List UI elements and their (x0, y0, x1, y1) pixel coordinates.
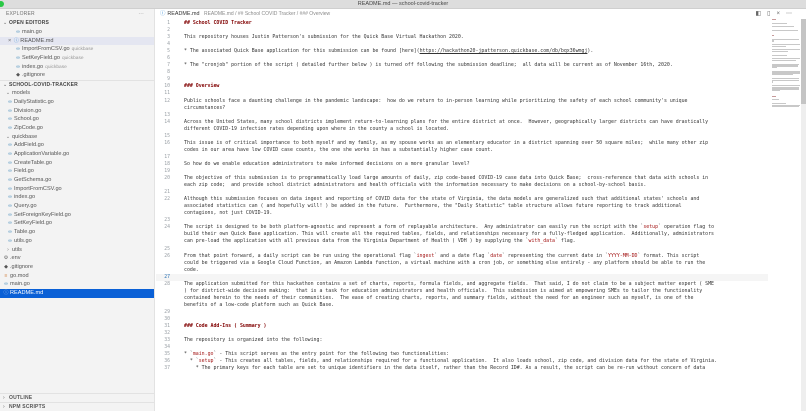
code-line[interactable] (156, 62, 768, 69)
git-icon: ◆ (16, 72, 20, 79)
line-number: 28 (164, 281, 170, 287)
file-item[interactable] (0, 237, 154, 246)
code-line[interactable] (156, 196, 768, 203)
line-number: 17 (164, 154, 170, 160)
go-file-icon: ∞ (8, 150, 12, 157)
line-number: 31 (164, 324, 170, 330)
breadcrumb: README.md / ## School COVID Tracker / ### Overview (203, 11, 331, 17)
line-number: 35 (164, 352, 170, 358)
breadcrumb-heading-2[interactable]: ### Overview (299, 11, 331, 17)
line-text: * The associated Quick Base application for this submission can be found [here](https://hackathon20-jpatterson.quickbase.com/db/bqx36wmgj). (184, 48, 594, 55)
line-number: 9 (167, 77, 170, 83)
gear-icon: ⚙ (3, 255, 9, 262)
line-text: codes in our area have low COVID case counts, the one she works in has a substantially higher case count. (184, 146, 494, 153)
chevron-down-icon: ⌄ (3, 20, 8, 26)
minimap-line (772, 60, 796, 61)
line-text: contagions, not just COVID-19. (184, 210, 273, 217)
line-text: * The "cronjob" portion of the script ( detailed further below ) is turned off following the submission deadline; all data will be current as of November 16th, 2020. (184, 62, 673, 69)
line-number: 20 (164, 176, 170, 182)
code-line[interactable] (156, 126, 768, 133)
minimap-line (772, 46, 786, 47)
info-icon: ⓘ (13, 37, 19, 44)
go-file-icon: ∞ (16, 29, 20, 35)
line-number: 22 (164, 197, 170, 203)
line-number: 10 (164, 84, 170, 90)
file-name: .env (10, 255, 21, 262)
code-line[interactable] (156, 253, 768, 260)
file-folder-hint: quickbase (61, 56, 84, 62)
chevron-right-icon: › (3, 395, 5, 401)
line-number: 16 (164, 140, 170, 146)
chevron-down-icon: ⌄ (5, 90, 11, 97)
code-line[interactable] (156, 238, 768, 245)
code-line[interactable] (156, 175, 768, 182)
file-name: DailyStatistic.go (14, 98, 54, 105)
code-line[interactable] (156, 295, 768, 302)
code-line[interactable] (156, 260, 768, 267)
folder-name: models (12, 90, 31, 97)
window-title: README.md — school-covid-tracker (357, 1, 449, 7)
line-text: contained herein to the needs of their communities. The ease of creating charts, reports, and summary fields, without the need for an engineer such as myself, is one of the (184, 294, 694, 301)
close-icon[interactable]: × (776, 11, 786, 17)
folder-item[interactable] (0, 89, 154, 98)
code-line[interactable] (156, 337, 768, 344)
open-editors-list (0, 28, 154, 80)
breadcrumb-heading-1[interactable]: ## School COVID Tracker (237, 11, 296, 17)
file-item[interactable] (0, 141, 154, 150)
file-item[interactable] (0, 228, 154, 237)
file-name: SetForeignKeyField.go (14, 211, 71, 218)
tab-readme[interactable]: README.md (167, 11, 200, 17)
minimap-line (772, 39, 799, 40)
go-file-icon: ∞ (8, 98, 12, 105)
minimap[interactable] (772, 19, 800, 179)
line-text: different COVID-19 infection rates depending upon where in the county a school is located. (184, 125, 449, 132)
line-text: Although this submission focuses on data ingest and reporting of COVID data for the state of Virginia, the data models are generalized such that additional states' schools and (184, 196, 700, 203)
file-item[interactable] (0, 167, 154, 176)
code-line[interactable] (156, 217, 768, 224)
minimap-line (772, 30, 798, 31)
go-file-icon: ∞ (16, 55, 20, 62)
line-text: * The primary keys for each table are set to unique identifiers in the data itself, rather than the Record ID#. As a result, the script can be re-run without concern of data (184, 365, 706, 372)
code-line[interactable] (156, 323, 768, 330)
folder-name: quickbase (12, 133, 38, 140)
code-line[interactable] (156, 189, 768, 196)
minimap-line (772, 51, 788, 52)
code-line[interactable] (156, 168, 768, 175)
line-number: 27 (164, 274, 170, 280)
file-name: ImportFromCSV.go (14, 185, 62, 192)
minimap-line (772, 55, 787, 56)
npm-scripts-label: NPM SCRIPTS (9, 404, 46, 410)
file-name: SetKeyField.go (14, 220, 52, 227)
file-name: .gitignore (22, 72, 46, 79)
go-file-icon: ∞ (8, 116, 12, 123)
line-text: could be triggered via a Google Cloud Function, an Amazon Lambda function, a virtual machine with a cron job, or something else entirely - any platform should be able to run the (184, 259, 706, 266)
line-number: 37 (164, 366, 170, 372)
go-file-icon: ∞ (8, 142, 12, 149)
line-text: build their own Quick Base application. This will create all the required tables, fields, and relationships necessary for a fully-fledged application. Additionally, administrators (184, 231, 714, 238)
line-number: 8 (167, 70, 170, 76)
line-number: 34 (164, 345, 170, 351)
file-name: .gitignore (10, 263, 34, 270)
line-text: The script is designed to be both platform-agnostic and represent a form of replayable architecture. Any administrator can easily run the script with the `setup` operation flag to (184, 224, 715, 231)
folder-name: utils (12, 246, 22, 253)
file-name: index.go (22, 63, 44, 70)
go-file-icon: ∞ (8, 203, 12, 210)
minimap-line (772, 19, 776, 20)
line-text: ### Code Add-Ins ( Summary ) (184, 323, 267, 330)
file-name: README.md (20, 37, 54, 44)
line-number: 33 (164, 338, 170, 344)
line-text: ### Overview (184, 83, 220, 90)
code-line[interactable] (156, 302, 768, 309)
code-line[interactable] (156, 267, 768, 274)
go-file-icon: ∞ (8, 107, 12, 114)
code-line[interactable] (156, 34, 768, 41)
file-item[interactable] (0, 159, 154, 168)
file-item[interactable] (0, 193, 154, 202)
line-text: circumstances? (184, 104, 226, 111)
editor-tab-bar (156, 9, 806, 19)
code-line[interactable] (156, 161, 768, 168)
mod-icon: ≡ (4, 272, 8, 279)
line-number: 6 (167, 56, 170, 62)
file-item[interactable] (0, 280, 154, 289)
git-icon: ◆ (4, 263, 8, 270)
go-file-icon: ∞ (4, 281, 8, 288)
code-editor[interactable] (156, 20, 768, 372)
file-item[interactable] (0, 185, 154, 194)
chevron-down-icon: ⌄ (3, 82, 8, 89)
line-number: 13 (164, 112, 170, 118)
file-name: ImportFromCSV.go (22, 46, 70, 53)
minimap-line (772, 67, 777, 68)
file-name: main.go (10, 281, 30, 288)
npm-scripts-section[interactable] (0, 402, 155, 411)
code-line[interactable] (156, 112, 768, 119)
minimap-line (772, 80, 799, 81)
file-folder-hint: quickbase (71, 47, 94, 53)
code-line[interactable] (156, 316, 768, 323)
line-number: 36 (164, 359, 170, 365)
line-number: 7 (167, 63, 170, 69)
file-name: AddField.go (14, 142, 44, 149)
code-line[interactable] (156, 365, 768, 372)
code-line[interactable] (156, 69, 768, 76)
code-line[interactable] (156, 309, 768, 316)
go-file-icon: ∞ (8, 229, 12, 236)
line-number: 11 (164, 91, 170, 97)
editor-actions (756, 9, 799, 19)
code-line[interactable] (156, 351, 768, 358)
code-line[interactable] (156, 133, 768, 140)
more-actions-icon[interactable]: ··· (138, 11, 144, 17)
code-line[interactable] (156, 20, 768, 27)
line-text: The repository is organized into the following: (184, 337, 323, 344)
file-name: CreateTable.go (14, 159, 52, 166)
code-line[interactable] (156, 98, 768, 105)
line-text: * `main.go` - This script serves as the entry point for the following two functionalities: (184, 351, 450, 358)
code-line[interactable] (156, 224, 768, 231)
info-icon: ⓘ (3, 289, 9, 296)
line-number: 23 (164, 218, 170, 224)
minimap-line (772, 26, 794, 27)
file-folder-hint: quickbase (45, 64, 67, 70)
file-name: Division.go (14, 107, 42, 114)
code-line[interactable] (156, 154, 768, 161)
code-line[interactable] (156, 105, 768, 112)
code-line[interactable] (156, 140, 768, 147)
line-number: 21 (164, 190, 170, 196)
open-editor-item[interactable] (0, 45, 154, 54)
line-number: 25 (164, 246, 170, 252)
code-line[interactable] (156, 90, 768, 97)
line-number: 24 (164, 225, 170, 231)
line-number: 26 (164, 253, 170, 259)
code-line[interactable] (156, 55, 768, 62)
open-editors-label: OPEN EDITORS (9, 20, 50, 26)
code-line[interactable] (156, 41, 768, 48)
chevron-down-icon: ⌄ (5, 133, 11, 140)
outline-section[interactable] (0, 393, 155, 402)
line-number: 32 (164, 331, 170, 337)
file-name: README.md (10, 289, 44, 296)
more-actions-icon[interactable]: ⋯ (786, 11, 798, 17)
open-preview-icon[interactable]: ◧ (755, 11, 768, 17)
line-number: 2 (167, 28, 170, 34)
line-number: 18 (164, 161, 170, 167)
file-item[interactable] (0, 124, 154, 133)
file-name: ZipCode.go (14, 124, 43, 131)
code-line[interactable] (156, 330, 768, 337)
minimap-line (772, 106, 799, 107)
line-number: 15 (164, 133, 170, 139)
code-line[interactable] (156, 83, 768, 90)
editor-pane (156, 9, 806, 411)
code-line[interactable] (156, 182, 768, 189)
minimap-line (772, 96, 776, 97)
code-line[interactable] (156, 203, 768, 210)
file-item[interactable] (0, 289, 154, 298)
window-control-icon[interactable] (0, 1, 4, 7)
code-line[interactable] (156, 344, 768, 351)
line-text: From that point forward, a daily script can be run using the operational flag `ingest` and a date flag `date` representing the current date in `YYYY-MM-DD` format. This script (184, 252, 700, 259)
file-item[interactable] (0, 202, 154, 211)
file-item[interactable] (0, 219, 154, 228)
code-line[interactable] (156, 274, 768, 281)
minimap-line (772, 81, 773, 82)
code-line[interactable] (156, 119, 768, 126)
minimap-line (772, 23, 787, 24)
file-name: main.go (22, 29, 42, 35)
line-text: benefits of a low-code platform such as Quick Base. (184, 301, 335, 308)
file-name: SetKeyField.go (22, 55, 60, 62)
chevron-right-icon: › (3, 404, 5, 410)
file-name: School.go (14, 116, 39, 123)
file-name: utils.go (14, 237, 32, 244)
go-file-icon: ∞ (8, 237, 12, 244)
line-number: 12 (164, 98, 170, 104)
explorer-sidebar (0, 9, 155, 411)
code-line[interactable] (156, 147, 768, 154)
minimap-line (772, 35, 774, 36)
line-text: The application submitted for this hackathon contains a set of charts, reports, formula fields, and aggregate fields. That said, I do not claim to be a subject matter expert ( SME (184, 280, 714, 287)
file-tree (0, 89, 154, 298)
open-editor-item[interactable] (0, 54, 154, 63)
file-item[interactable] (0, 150, 154, 159)
go-file-icon: ∞ (8, 220, 12, 227)
line-text: code. (184, 266, 199, 273)
outline-label: OUTLINE (9, 395, 33, 401)
line-text: ## School COVID Tracker (184, 20, 252, 26)
chevron-right-icon: › (7, 246, 9, 253)
explorer-title: EXPLORER (6, 11, 35, 17)
folder-item[interactable] (0, 246, 154, 255)
project-label: SCHOOL-COVID-TRACKER (9, 82, 78, 89)
go-file-icon: ∞ (8, 177, 12, 183)
line-number: 5 (167, 49, 170, 55)
file-name: go.mod (10, 272, 29, 279)
line-number: 29 (164, 309, 170, 315)
line-text: can pre-load the application with all previous data from the Virginia Department of Health ( VDH ) by supplying the `with_data` flag. (184, 238, 576, 245)
file-item[interactable] (0, 254, 154, 263)
go-file-icon: ∞ (16, 63, 20, 70)
file-name: GetSchema.go (14, 177, 52, 183)
minimap-line (772, 40, 774, 41)
file-item[interactable] (0, 211, 154, 220)
go-file-icon: ∞ (8, 211, 12, 218)
code-line[interactable] (156, 281, 768, 288)
line-text: * `setup` - This creates all tables, fields, and relationships required for a functional application. It also loads school, zip code, and division data for the state of Virginia. (184, 358, 717, 365)
line-text: So how do we enable education administrators to make informed decisions on a more granular level? (184, 160, 470, 167)
file-item[interactable] (0, 107, 154, 116)
line-text: ) for district-wide decision making: that is a task for education administrators and health officials. This submission is aimed at empowering SMEs to tailor the functionality (184, 287, 703, 294)
split-editor-icon[interactable]: ▯ (767, 11, 777, 17)
minimap-line (772, 90, 780, 91)
line-number: 1 (167, 21, 170, 26)
window-titlebar (0, 0, 806, 9)
file-name: index.go (14, 194, 36, 201)
open-editor-item[interactable] (0, 71, 154, 80)
minimap-line (772, 99, 779, 100)
breadcrumb-file[interactable]: README.md (203, 11, 234, 17)
code-line[interactable] (156, 246, 768, 253)
scrollbar-thumb[interactable] (801, 19, 806, 104)
go-file-icon: ∞ (8, 185, 12, 192)
line-number: 14 (164, 119, 170, 125)
code-line[interactable] (156, 231, 768, 238)
code-line[interactable] (156, 48, 768, 55)
file-item[interactable] (0, 115, 154, 124)
line-text: The objective of this submission is to programmatically load large amounts of daily, zip code-based COVID-19 case data into Quick Base; cross-reference that data with schools in (184, 175, 709, 182)
line-number: 30 (164, 316, 170, 322)
code-line[interactable] (156, 358, 768, 365)
go-file-icon: ∞ (16, 46, 20, 53)
line-number: 19 (164, 168, 170, 174)
bottom-panels (0, 393, 155, 411)
line-number: 3 (167, 35, 170, 41)
file-name: Query.go (14, 203, 37, 210)
file-item[interactable] (0, 98, 154, 107)
line-text: This issue is of critical importance to both myself and my family, as my spouse works as an elementary educator in a district spanning over 50 square miles; while many other zip (184, 139, 709, 146)
go-file-icon: ∞ (8, 124, 12, 131)
code-line[interactable] (156, 288, 768, 295)
line-text: each zip code; and provide school district administrators and health officials with the information necessary to make decisions on a school-by-school basis. (184, 182, 647, 189)
open-editor-item[interactable] (0, 37, 154, 46)
info-icon: ⓘ (160, 11, 166, 17)
line-text: This repository houses Justin Patterson's submission for the Quick Base Virtual Hackathon 2020. (184, 34, 464, 41)
go-file-icon: ∞ (8, 159, 12, 166)
code-line[interactable] (156, 76, 768, 83)
folder-item[interactable] (0, 133, 154, 142)
file-item[interactable] (0, 176, 154, 185)
open-editors-section[interactable] (0, 19, 154, 28)
line-number: 4 (167, 42, 170, 48)
code-line[interactable] (156, 210, 768, 217)
file-item[interactable] (0, 272, 154, 281)
line-text: Public schools face a daunting challenge in the pandemic landscape: how do we return to in-person learning while prioritizing the safety of each school community's unique (184, 97, 688, 104)
go-file-icon: ∞ (8, 168, 12, 175)
minimap-line (772, 74, 793, 75)
code-line[interactable] (156, 27, 768, 34)
line-text: associated statistics can ( and hopefully will! ) be added in the future. Furthermore, the "Daily Statistic" table structure allows future reporting to track additional (184, 203, 682, 210)
file-item[interactable] (0, 263, 154, 272)
go-file-icon: ∞ (8, 194, 12, 201)
file-name: Field.go (14, 168, 34, 175)
file-name: ApplicationVariable.go (14, 150, 70, 157)
open-editor-item[interactable] (0, 28, 154, 37)
open-editor-item[interactable] (0, 63, 154, 72)
line-text: Across the United States, many school districts implement return-to-learning plans for the entire district at once. However, geographically larger districts can have drastically (184, 118, 709, 125)
file-name: Table.go (14, 229, 36, 236)
explorer-header (0, 9, 154, 19)
project-section[interactable] (0, 80, 154, 89)
close-icon[interactable]: × (8, 37, 12, 44)
